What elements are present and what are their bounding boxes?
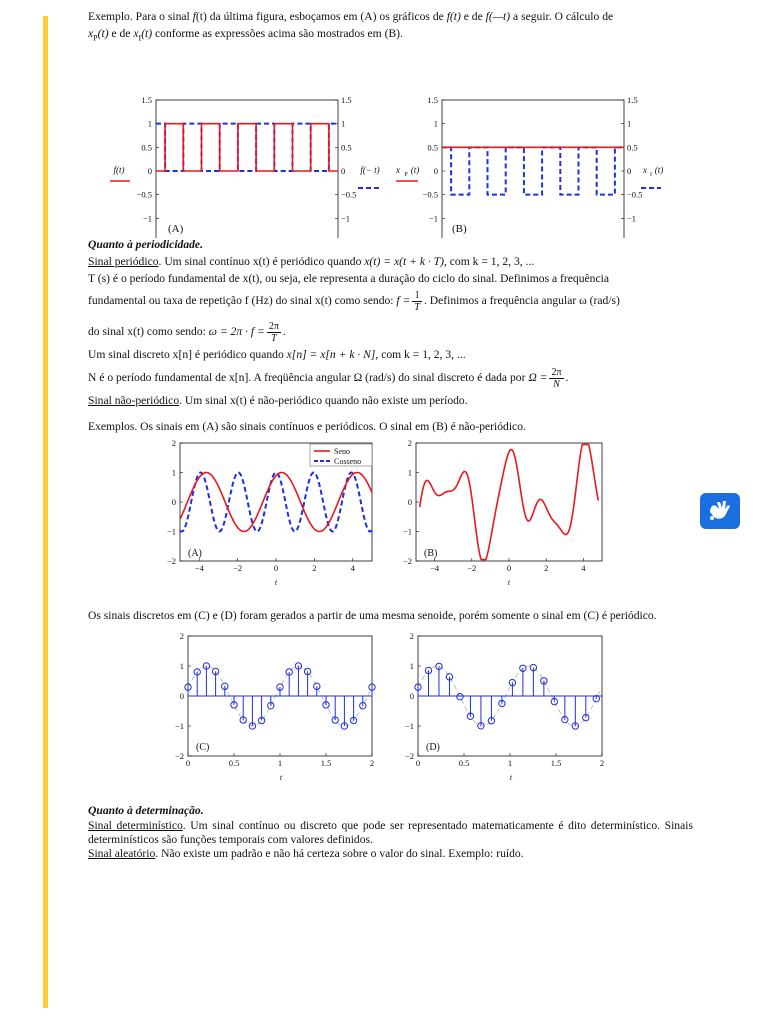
right-series-tail: (t) bbox=[654, 165, 664, 176]
fraction bbox=[412, 290, 422, 313]
x-tick-label: 1.5 bbox=[550, 758, 562, 769]
period-line: T (s) é o período fundamental de x(t), ou seja, ele representa a duração do ciclo do sinal. Definimos a frequência bbox=[88, 272, 609, 286]
y-tick-label: 1.5 bbox=[141, 95, 152, 106]
x-tick-label: 2 bbox=[369, 758, 375, 769]
x-tick-label: 4 bbox=[350, 563, 355, 574]
equation: f = bbox=[396, 294, 411, 308]
x-tick-label: 0.5 bbox=[458, 758, 470, 769]
x-tick-label: −2 bbox=[467, 563, 477, 574]
y-tick-label-right: −1 bbox=[341, 213, 351, 224]
document-page bbox=[88, 8, 693, 861]
text: . Um sinal contínuo ou discreto que pode ser representado matematicamente é dito determinístico. Sinais determinísticos são funções temporais com valores definidos. bbox=[88, 819, 693, 847]
text: a seguir. O cálculo de bbox=[510, 10, 614, 23]
panel-label: (B) bbox=[452, 223, 467, 236]
text: . Um sinal x(t) é não-periódico quando não existe um período. bbox=[179, 394, 468, 408]
x-tick-label: 0 bbox=[415, 758, 421, 769]
right-series-label: x bbox=[643, 165, 647, 176]
text: (t) bbox=[141, 27, 153, 40]
panel-label: (C) bbox=[196, 742, 210, 754]
deterministic-paragraph bbox=[88, 819, 693, 847]
left-series-label: x bbox=[396, 165, 400, 176]
numerator: 2π bbox=[551, 367, 562, 379]
y-tick-label: −2 bbox=[166, 556, 176, 567]
equation: x[n] = x[n + k · N] bbox=[286, 348, 376, 362]
y-tick-label: −2 bbox=[404, 751, 414, 762]
series-cosseno bbox=[180, 473, 372, 532]
text: . Definimos a frequência angular ω (rad/s) bbox=[423, 294, 620, 308]
non-periodic-line bbox=[88, 392, 693, 409]
series-f-t bbox=[156, 124, 338, 171]
numerator: 2π bbox=[268, 321, 279, 333]
y-tick-label: 1 bbox=[171, 467, 176, 478]
x-tick-label: 2 bbox=[312, 563, 317, 574]
y-tick-label: −1 bbox=[428, 213, 438, 224]
figure-continuous-signals bbox=[88, 439, 693, 607]
text: P bbox=[93, 33, 98, 43]
term-deterministic: Sinal determinístico bbox=[88, 819, 183, 833]
x-tick-label: −2 bbox=[233, 563, 243, 574]
y-tick-label: 0 bbox=[179, 691, 184, 702]
text: . Não existe um padrão e não há certeza sobre o valor do sinal. Exemplo: ruído. bbox=[155, 847, 524, 861]
term-non-periodic: Sinal não-periódico bbox=[88, 394, 180, 408]
x-tick-label: −4 bbox=[194, 563, 204, 574]
chart-panel-b bbox=[395, 95, 663, 238]
determination-heading: Quanto à determinação. bbox=[88, 804, 204, 818]
y-tick-label: 0 bbox=[171, 497, 176, 508]
y-tick-label: 2 bbox=[179, 631, 184, 642]
x-tick-label: 0 bbox=[506, 563, 512, 574]
text: , com k = 1, 2, 3, ... bbox=[443, 255, 535, 269]
y-tick-label: 0.5 bbox=[141, 142, 152, 153]
panel-label: (D) bbox=[426, 742, 440, 754]
y-tick-label-right: −0.5 bbox=[627, 189, 643, 200]
y-tick-label-right bbox=[341, 237, 356, 238]
denominator: T bbox=[414, 302, 420, 314]
y-tick-label-right: 1.5 bbox=[341, 95, 352, 106]
text: x bbox=[88, 27, 94, 40]
discrete-angular-line bbox=[88, 367, 693, 390]
left-series-tail: (t) bbox=[410, 165, 420, 176]
random-paragraph bbox=[88, 847, 693, 861]
text: e de bbox=[460, 10, 486, 23]
y-tick-label: 2 bbox=[171, 439, 176, 449]
fraction bbox=[267, 321, 281, 344]
text: , com k = 1, 2, 3, ... bbox=[375, 348, 466, 362]
text: Um sinal discreto x[n] é periódico quando bbox=[88, 348, 287, 362]
y-tick-label: 1 bbox=[179, 661, 184, 672]
sign-language-hands-icon bbox=[707, 500, 733, 522]
legend-entry-cosseno: Cosseno bbox=[334, 457, 362, 467]
figure-discrete-signals bbox=[88, 630, 693, 800]
chart-panel-a bbox=[167, 439, 372, 587]
text: conforme as expressões acima são mostrados em (B). bbox=[152, 27, 403, 40]
series-non-periodic bbox=[420, 445, 599, 560]
y-tick-label: 2 bbox=[409, 631, 414, 642]
left-series-sub: P bbox=[404, 172, 408, 179]
x-axis-label: t bbox=[507, 578, 511, 588]
text: I bbox=[138, 33, 142, 43]
y-tick-label: −2 bbox=[402, 556, 412, 567]
x-tick-label: 1.5 bbox=[320, 758, 332, 769]
examples-line: Exemplos. Os sinais em (A) são sinais contínuos e periódicos. O sinal em (B) é não-periódico. bbox=[88, 420, 526, 434]
text: fundamental ou taxa de repetição f (Hz) do sinal x(t) como sendo: bbox=[88, 294, 397, 308]
y-tick-label-right: 1 bbox=[627, 118, 632, 129]
x-tick-label: 0 bbox=[185, 758, 191, 769]
text: N é o período fundamental de x[n]. A freqüência angular Ω (rad/s) do sinal discreto é dada por bbox=[88, 371, 529, 385]
denominator: N bbox=[553, 379, 560, 391]
equation: x(t) = x(t + k · T) bbox=[364, 255, 444, 269]
periodic-def-line bbox=[88, 253, 693, 270]
panel-label: (B) bbox=[424, 548, 438, 560]
equation: Ω = bbox=[528, 371, 548, 385]
x-tick-label: −4 bbox=[430, 563, 440, 574]
y-tick-label: 1.5 bbox=[427, 95, 438, 106]
fraction bbox=[549, 367, 563, 390]
y-tick-label: −1 bbox=[142, 213, 152, 224]
x-axis-label: t bbox=[509, 773, 513, 783]
series-seno bbox=[180, 473, 372, 532]
y-tick-label: 1 bbox=[433, 118, 438, 129]
y-tick-label: 0.5 bbox=[427, 142, 438, 153]
text: (t) bbox=[97, 27, 109, 40]
x-tick-label: 2 bbox=[599, 758, 605, 769]
text: . Um sinal contínuo x(t) é periódico quando bbox=[158, 255, 365, 269]
text: f(—t) bbox=[485, 10, 511, 23]
y-tick-label: −1 bbox=[402, 526, 412, 537]
x-tick-label: 4 bbox=[581, 563, 586, 574]
y-tick-label-right: 0 bbox=[341, 166, 346, 177]
y-tick-label: 2 bbox=[407, 439, 412, 449]
x-axis-label: t bbox=[279, 773, 283, 783]
y-tick-label-right: 0.5 bbox=[627, 142, 638, 153]
y-tick-label: 0 bbox=[409, 691, 414, 702]
y-tick-label: 0 bbox=[407, 497, 412, 508]
right-series-sub: I bbox=[650, 172, 652, 179]
accessibility-button[interactable] bbox=[700, 493, 740, 529]
numerator: 1 bbox=[412, 290, 422, 302]
y-tick-label: −0.5 bbox=[422, 189, 438, 200]
y-tick-label-right: −0.5 bbox=[341, 189, 357, 200]
chart-panel-a bbox=[110, 95, 380, 238]
chart-panel-c bbox=[175, 631, 375, 782]
left-accent-bar bbox=[43, 16, 48, 1008]
x-tick-label: 1 bbox=[277, 758, 283, 769]
text: . bbox=[282, 325, 286, 339]
panel-label: (A) bbox=[168, 223, 184, 236]
y-tick-label: 0 bbox=[147, 166, 152, 177]
term-periodic: Sinal periódico bbox=[88, 255, 159, 269]
left-series-label: f(t) bbox=[113, 165, 125, 176]
y-tick-label: 1 bbox=[409, 661, 414, 672]
chart-panel-d bbox=[405, 631, 604, 782]
frequency-line bbox=[88, 290, 693, 313]
angular-frequency-line bbox=[88, 321, 693, 344]
equation: ω = 2π · f = bbox=[208, 325, 265, 339]
series-xi-t bbox=[442, 148, 624, 195]
x-tick-label: 0.5 bbox=[228, 758, 240, 769]
right-series-label: f(− t) bbox=[360, 165, 380, 176]
y-tick-label: −2 bbox=[174, 751, 184, 762]
text: f(t) bbox=[446, 10, 461, 23]
y-tick-label bbox=[423, 237, 438, 238]
figure-square-waves bbox=[88, 48, 693, 238]
text: (t) da última figura, esboçamos em (A) os gráficos de bbox=[195, 10, 447, 23]
intro-paragraph bbox=[88, 8, 693, 46]
term-random: Sinal aleatório bbox=[88, 847, 156, 861]
text: e de bbox=[108, 27, 134, 40]
text: . bbox=[565, 371, 569, 385]
x-tick-label: 1 bbox=[507, 758, 513, 769]
x-tick-label: 2 bbox=[544, 563, 549, 574]
text: x bbox=[133, 27, 139, 40]
text: do sinal x(t) como sendo: bbox=[88, 325, 209, 339]
periodicity-heading: Quanto à periodicidade. bbox=[88, 238, 203, 252]
y-tick-label-right: 1.5 bbox=[627, 95, 638, 106]
y-tick-label: 0 bbox=[433, 166, 438, 177]
y-tick-label-right bbox=[627, 237, 642, 238]
y-tick-label-right: 1 bbox=[341, 118, 346, 129]
y-tick-label: 1 bbox=[407, 467, 412, 478]
text: Exemplo. Para o sinal bbox=[88, 10, 193, 23]
y-tick-label: −1 bbox=[166, 526, 176, 537]
denominator: T bbox=[271, 333, 277, 345]
y-tick-label-right: −1 bbox=[627, 213, 637, 224]
discrete-signals-paragraph: Os sinais discretos em (C) e (D) foram gerados a partir de uma mesma senoide, porém somente o sinal em (C) é periódico. bbox=[88, 609, 657, 623]
y-tick-label-right: 0 bbox=[627, 166, 632, 177]
y-tick-label: −1 bbox=[404, 721, 414, 732]
discrete-periodic-line bbox=[88, 346, 693, 363]
x-axis-label: t bbox=[274, 578, 278, 588]
y-tick-label: −0.5 bbox=[136, 189, 152, 200]
x-tick-label: 0 bbox=[273, 563, 279, 574]
text: f bbox=[192, 10, 196, 23]
legend-entry-seno: Seno bbox=[334, 447, 350, 457]
panel-label: (A) bbox=[188, 548, 202, 560]
y-tick-label-right: 0.5 bbox=[341, 142, 352, 153]
y-tick-label: −1 bbox=[174, 721, 184, 732]
y-tick-label: 1 bbox=[147, 118, 152, 129]
chart-panel-b bbox=[403, 439, 602, 587]
